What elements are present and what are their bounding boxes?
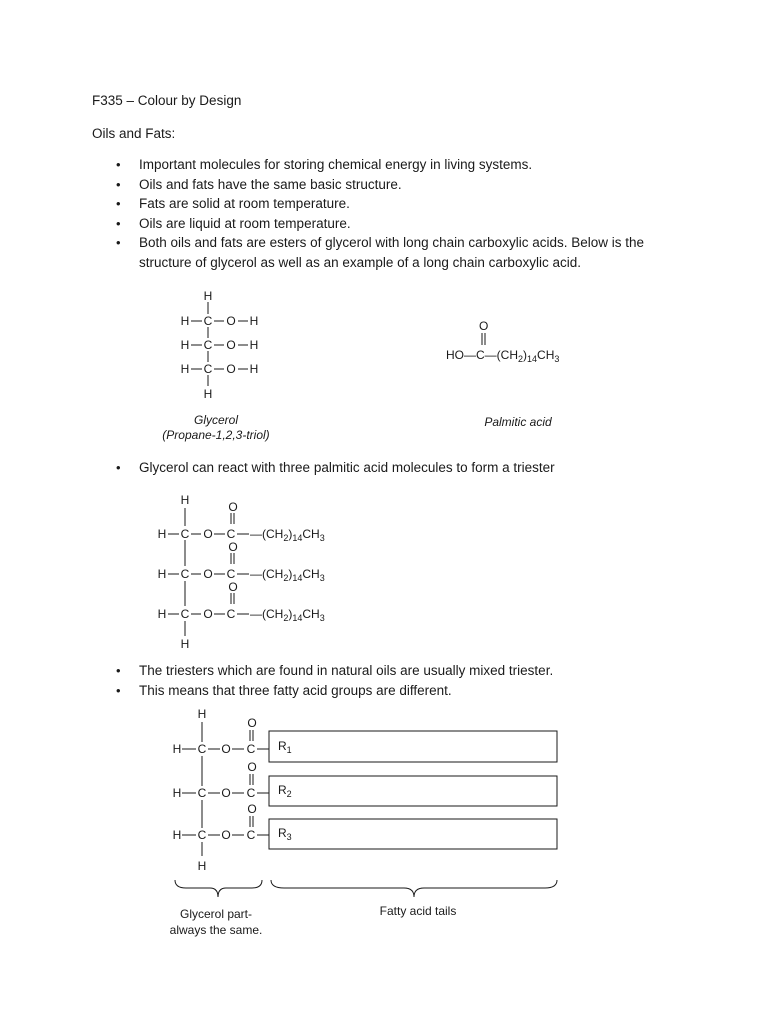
bullet-marker: • [116, 663, 121, 678]
atom-o: O [247, 802, 257, 816]
r2-box [269, 776, 557, 806]
r3-box [269, 819, 557, 849]
list-item: Glycerol can react with three palmitic acid molecules to form a triester [139, 460, 555, 475]
r2-label: $R_2$ [278, 783, 292, 799]
atom-h: H [172, 786, 182, 800]
atom-o: O [221, 786, 231, 800]
section-heading: Oils and Fats: [92, 126, 176, 141]
atom-c: C [180, 567, 190, 581]
fatty-acid-tails-label: Fatty acid tails [379, 904, 457, 918]
list-item: Oils are liquid at room temperature. [139, 216, 351, 231]
atom-h: H [249, 338, 259, 352]
atom-o: O [479, 319, 489, 333]
list-item: The triesters which are found in natural oils are usually mixed triester. [139, 663, 554, 678]
atom-h: H [172, 742, 182, 756]
atom-h: H [180, 493, 190, 507]
glycerol-caption-iupac: (Propane-1,2,3-triol) [162, 428, 270, 442]
list-item: Fats are solid at room temperature. [139, 196, 350, 211]
list-item: Oils and fats have the same basic structure. [139, 177, 402, 192]
atom-h: H [203, 387, 213, 401]
atom-c: C [180, 527, 190, 541]
r1-box [269, 731, 557, 762]
list-item: This means that three fatty acid groups are different. [139, 683, 452, 698]
atom-c: C [246, 742, 256, 756]
palmitic-caption: Palmitic acid [484, 415, 552, 429]
glycerol-part-label-2: always the same. [169, 923, 263, 937]
bullet-marker: • [116, 196, 121, 211]
atom-o: O [203, 527, 213, 541]
atom-h: H [180, 637, 190, 651]
atom-o: O [226, 314, 236, 328]
bullet-marker: • [116, 216, 121, 231]
bullet-marker: • [116, 235, 121, 250]
atom-h: H [197, 707, 207, 721]
r3-label: $R_3$ [278, 826, 292, 842]
tails-brace [271, 880, 557, 897]
atom-o: O [226, 362, 236, 376]
atom-c: C [197, 742, 207, 756]
document-title: F335 – Colour by Design [92, 93, 242, 108]
glycerol-caption: Glycerol [193, 413, 239, 427]
atom-h: H [157, 607, 167, 621]
atom-c: C [226, 527, 236, 541]
bullet-marker: • [116, 460, 121, 475]
atom-c: C [197, 828, 207, 842]
atom-h: H [197, 859, 207, 873]
glycerol-part-label: Glycerol part- [179, 907, 253, 921]
atom-o: O [226, 338, 236, 352]
bullet-marker: • [116, 177, 121, 192]
chain-formula: $—(CH_2)_{14}CH_3$ [250, 607, 325, 623]
atom-c: C [246, 786, 256, 800]
atom-o: O [221, 742, 231, 756]
atom-h: H [180, 338, 190, 352]
list-item: Important molecules for storing chemical energy in living systems. [139, 157, 533, 172]
atom-h: H [249, 314, 259, 328]
atom-h: H [203, 289, 213, 303]
atom-o: O [203, 607, 213, 621]
atom-c: C [203, 314, 213, 328]
atom-o: O [203, 567, 213, 581]
chain-formula: $—(CH_2)_{14}CH_3$ [250, 527, 325, 543]
atom-o: O [247, 716, 257, 730]
atom-c: C [226, 607, 236, 621]
r1-label: $R_1$ [278, 739, 292, 755]
bullet-marker: • [116, 157, 121, 172]
atom-h: H [172, 828, 182, 842]
atom-h: H [180, 362, 190, 376]
palmitic-formula: $HO—C—(CH_2)_{14}CH_3$ [446, 348, 560, 364]
bullet-marker: • [116, 683, 121, 698]
atom-o: O [247, 760, 257, 774]
list-item: Both oils and fats are esters of glycerol with long chain carboxylic acids. Below is the structure of glycerol as well as an example of a long chain carboxylic acid. [139, 235, 644, 270]
atom-c: C [197, 786, 207, 800]
atom-o: O [228, 580, 238, 594]
atom-c: C [246, 828, 256, 842]
chain-formula: $—(CH_2)_{14}CH_3$ [250, 567, 325, 583]
atom-o: O [221, 828, 231, 842]
glycerol-brace [175, 880, 262, 897]
atom-c: C [180, 607, 190, 621]
atom-c: C [226, 567, 236, 581]
atom-h: H [157, 527, 167, 541]
atom-h: H [157, 567, 167, 581]
atom-o: O [228, 500, 238, 514]
atom-h: H [249, 362, 259, 376]
atom-c: C [203, 338, 213, 352]
atom-c: C [203, 362, 213, 376]
atom-o: O [228, 540, 238, 554]
atom-h: H [180, 314, 190, 328]
